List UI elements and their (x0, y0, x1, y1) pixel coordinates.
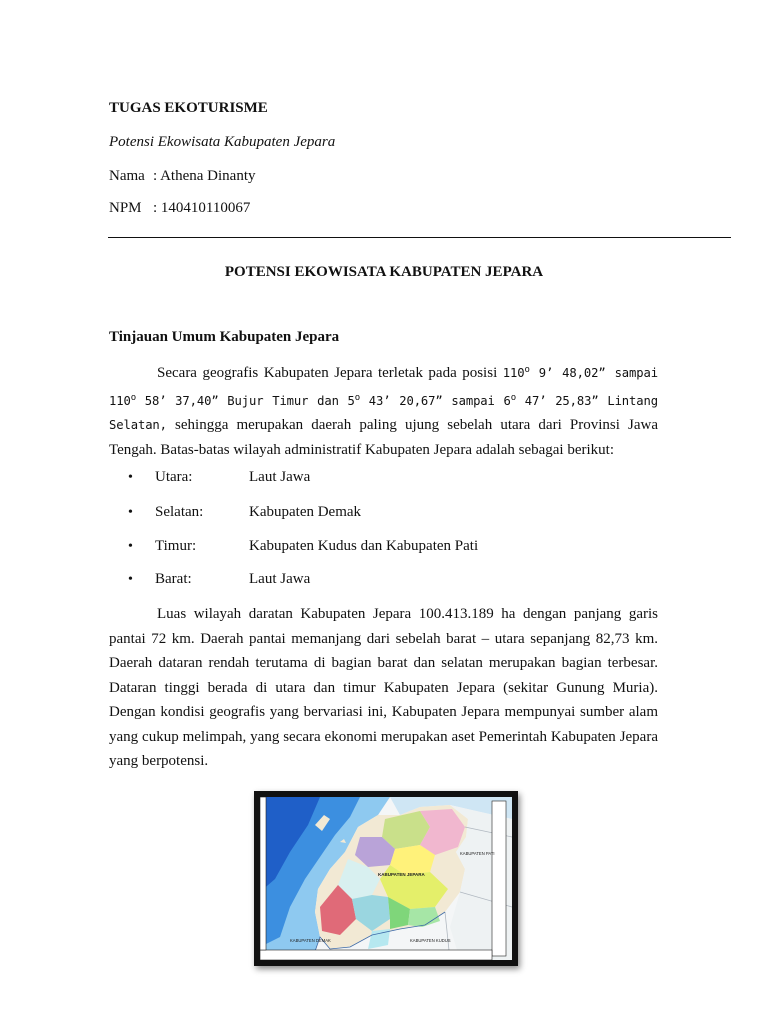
list-item: • Utara: Laut Jawa (128, 469, 311, 485)
paragraph-area: Luas wilayah daratan Kabupaten Jepara 100.413.189 ha dengan panjang garis pantai 72 km. Daerah pantai memanjang dari sebelah barat – utara sepanjang 82,73 km. Daerah dataran rendah terutama di bagian barat dan selatan merupakan bagian terbesar. Dataran tinggi berada di utara dan timur Kabupaten Jepara (sekitar Gunung Muria). Dengan kondisi geografis yang bervariasi ini, Kabupaten Jepara mempunyai sumber alam yang cukup melimpah, yang secara ekonomi merupakan aset Pemerintah Kabupaten Jepara yang berpotensi. (109, 606, 658, 769)
assignment-subtitle: Potensi Ekowisata Kabupaten Jepara (109, 134, 336, 150)
npm-label: NPM (109, 200, 142, 216)
header-divider (108, 237, 731, 238)
assignment-title: TUGAS EKOTURISME (109, 100, 268, 116)
document-title: POTENSI EKOWISATA KABUPATEN JEPARA (224, 264, 544, 280)
paragraph-geography (109, 358, 658, 462)
list-item: • Timur: Kabupaten Kudus dan Kabupaten Pati (128, 538, 479, 554)
para1-text-end: sehingga merupakan daerah paling ujung sebelah utara dari Provinsi Jawa Tengah. Batas-batas wilayah administratif Kabupaten Jepara adalah sebagai berikut: (109, 417, 658, 458)
section-heading: Tinjauan Umum Kabupaten Jepara (109, 329, 340, 345)
jepara-map (260, 797, 512, 960)
para1-coords: 110$^o$ 9’ 48,02” sampai 110$^o$ 58’ 37,40” Bujur Timur dan 5$^o$ 43’ 20,67” sampai 6$^o$ 47’ 25,83” Lintang Selatan, (109, 365, 658, 433)
para1-text-start: Secara geografis Kabupaten Jepara terletak pada posisi (157, 365, 503, 382)
map-label-kudus: KABUPATEN KUDUS (410, 938, 451, 943)
list-item: • Barat: Laut Jawa (128, 571, 311, 587)
npm-row (109, 200, 250, 217)
map-label-demak: KABUPATEN DEMAK (290, 938, 331, 943)
list-item: • Selatan: Kabupaten Demak (128, 504, 362, 520)
name-value: : Athena Dinanty (153, 168, 256, 184)
npm-value: : 140410110067 (153, 200, 251, 216)
map-figure (254, 791, 518, 966)
name-row (109, 168, 255, 185)
map-label-pati: KABUPATEN PATI (460, 851, 495, 856)
map-label-jepara: KABUPATEN JEPARA (378, 872, 425, 877)
name-label: Nama (109, 168, 145, 184)
